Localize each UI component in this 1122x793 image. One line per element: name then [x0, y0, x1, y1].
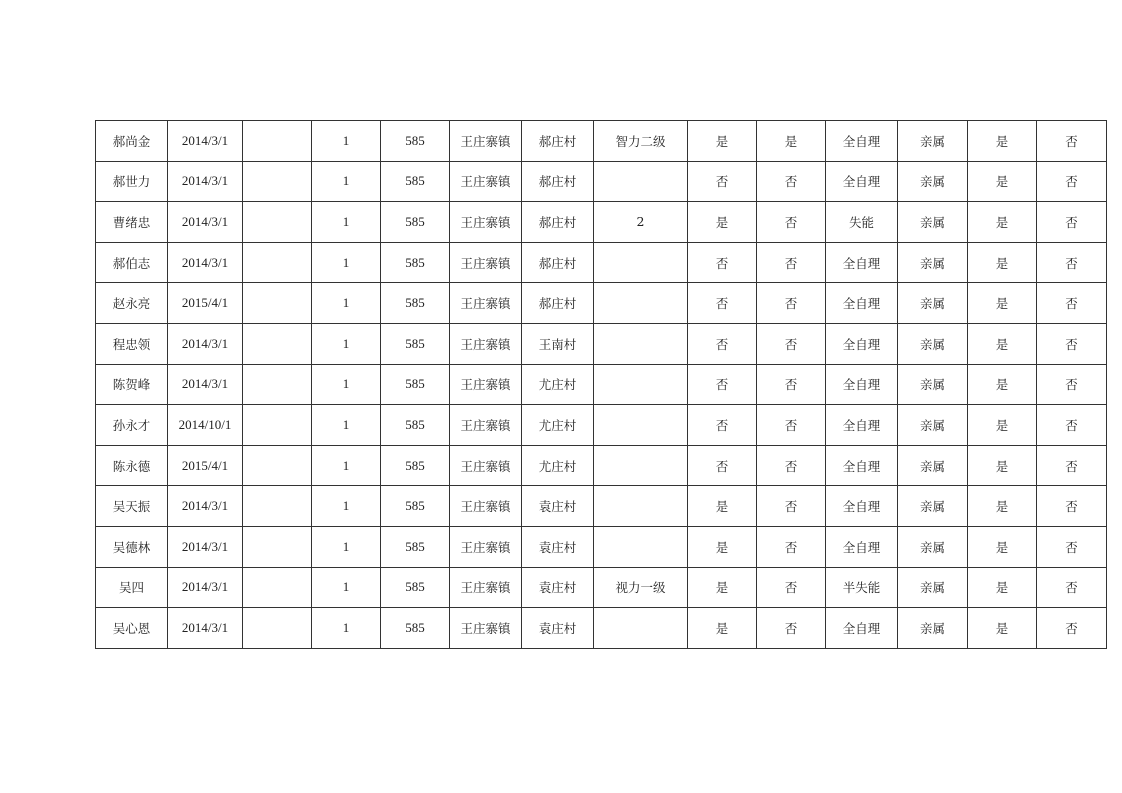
town-cell: 王庄寨镇 — [450, 121, 522, 162]
blank-cell — [243, 364, 312, 405]
flag-d-cell: 否 — [1037, 445, 1107, 486]
village-cell: 王南村 — [522, 323, 594, 364]
flag-a-cell: 否 — [688, 405, 757, 446]
count-cell: 1 — [312, 567, 381, 608]
date-cell: 2015/4/1 — [168, 445, 243, 486]
village-cell: 郝庄村 — [522, 283, 594, 324]
flag-d-cell: 否 — [1037, 242, 1107, 283]
flag-a-cell: 是 — [688, 202, 757, 243]
town-cell: 王庄寨镇 — [450, 283, 522, 324]
table-row — [96, 486, 1107, 527]
flag-d-cell: 否 — [1037, 364, 1107, 405]
table-row — [96, 445, 1107, 486]
guardian-cell: 亲属 — [898, 567, 968, 608]
flag-a-cell: 是 — [688, 526, 757, 567]
flag-d-cell: 否 — [1037, 323, 1107, 364]
amount-cell: 585 — [381, 161, 450, 202]
care-level-cell: 全自理 — [826, 486, 898, 527]
flag-d-cell: 否 — [1037, 486, 1107, 527]
document-sheet — [95, 120, 1107, 649]
guardian-cell: 亲属 — [898, 608, 968, 649]
name-cell: 陈永德 — [96, 445, 168, 486]
flag-c-cell: 是 — [968, 161, 1037, 202]
table-row — [96, 283, 1107, 324]
count-cell: 1 — [312, 323, 381, 364]
village-cell: 尤庄村 — [522, 445, 594, 486]
flag-d-cell: 否 — [1037, 202, 1107, 243]
guardian-cell: 亲属 — [898, 486, 968, 527]
flag-c-cell: 是 — [968, 526, 1037, 567]
count-cell: 1 — [312, 486, 381, 527]
flag-b-cell: 否 — [757, 405, 826, 446]
amount-cell: 585 — [381, 486, 450, 527]
flag-d-cell: 否 — [1037, 526, 1107, 567]
village-cell: 袁庄村 — [522, 608, 594, 649]
care-level-cell: 全自理 — [826, 405, 898, 446]
flag-c-cell: 是 — [968, 242, 1037, 283]
flag-b-cell: 否 — [757, 242, 826, 283]
guardian-cell: 亲属 — [898, 405, 968, 446]
count-cell: 1 — [312, 242, 381, 283]
name-cell: 陈贺峰 — [96, 364, 168, 405]
flag-d-cell: 否 — [1037, 567, 1107, 608]
care-level-cell: 全自理 — [826, 364, 898, 405]
village-cell: 袁庄村 — [522, 486, 594, 527]
table-body — [96, 121, 1107, 649]
date-cell: 2014/3/1 — [168, 486, 243, 527]
blank-cell — [243, 445, 312, 486]
flag-b-cell: 否 — [757, 445, 826, 486]
count-cell: 1 — [312, 445, 381, 486]
table-row — [96, 161, 1107, 202]
amount-cell: 585 — [381, 202, 450, 243]
guardian-cell: 亲属 — [898, 364, 968, 405]
flag-a-cell: 是 — [688, 567, 757, 608]
guardian-cell: 亲属 — [898, 283, 968, 324]
disability-cell — [594, 526, 688, 567]
care-level-cell: 全自理 — [826, 283, 898, 324]
date-cell: 2014/3/1 — [168, 567, 243, 608]
records-table — [95, 120, 1107, 649]
name-cell: 赵永亮 — [96, 283, 168, 324]
flag-d-cell: 否 — [1037, 121, 1107, 162]
flag-b-cell: 否 — [757, 567, 826, 608]
disability-cell — [594, 283, 688, 324]
date-cell: 2014/3/1 — [168, 323, 243, 364]
amount-cell: 585 — [381, 364, 450, 405]
amount-cell: 585 — [381, 608, 450, 649]
town-cell: 王庄寨镇 — [450, 242, 522, 283]
amount-cell: 585 — [381, 526, 450, 567]
disability-cell — [594, 364, 688, 405]
town-cell: 王庄寨镇 — [450, 323, 522, 364]
flag-b-cell: 是 — [757, 121, 826, 162]
town-cell: 王庄寨镇 — [450, 364, 522, 405]
town-cell: 王庄寨镇 — [450, 405, 522, 446]
disability-cell — [594, 486, 688, 527]
table-row — [96, 121, 1107, 162]
blank-cell — [243, 323, 312, 364]
blank-cell — [243, 405, 312, 446]
town-cell: 王庄寨镇 — [450, 608, 522, 649]
flag-d-cell: 否 — [1037, 608, 1107, 649]
flag-a-cell: 否 — [688, 445, 757, 486]
care-level-cell: 全自理 — [826, 323, 898, 364]
date-cell: 2014/3/1 — [168, 242, 243, 283]
guardian-cell: 亲属 — [898, 526, 968, 567]
village-cell: 尤庄村 — [522, 405, 594, 446]
flag-d-cell: 否 — [1037, 405, 1107, 446]
amount-cell: 585 — [381, 323, 450, 364]
blank-cell — [243, 242, 312, 283]
care-level-cell: 全自理 — [826, 161, 898, 202]
name-cell: 吴心恩 — [96, 608, 168, 649]
blank-cell — [243, 202, 312, 243]
village-cell: 郝庄村 — [522, 161, 594, 202]
disability-cell — [594, 608, 688, 649]
guardian-cell: 亲属 — [898, 242, 968, 283]
care-level-cell: 全自理 — [826, 526, 898, 567]
flag-a-cell: 是 — [688, 608, 757, 649]
count-cell: 1 — [312, 283, 381, 324]
guardian-cell: 亲属 — [898, 121, 968, 162]
table-row — [96, 405, 1107, 446]
flag-c-cell: 是 — [968, 323, 1037, 364]
flag-b-cell: 否 — [757, 161, 826, 202]
table-row — [96, 608, 1107, 649]
flag-a-cell: 是 — [688, 486, 757, 527]
flag-d-cell: 否 — [1037, 161, 1107, 202]
flag-a-cell: 是 — [688, 121, 757, 162]
amount-cell: 585 — [381, 445, 450, 486]
name-cell: 吴德林 — [96, 526, 168, 567]
blank-cell — [243, 608, 312, 649]
date-cell: 2014/3/1 — [168, 161, 243, 202]
name-cell: 程忠领 — [96, 323, 168, 364]
flag-c-cell: 是 — [968, 121, 1037, 162]
table-row — [96, 526, 1107, 567]
flag-b-cell: 否 — [757, 283, 826, 324]
disability-cell — [594, 242, 688, 283]
blank-cell — [243, 526, 312, 567]
name-cell: 郝尚金 — [96, 121, 168, 162]
town-cell: 王庄寨镇 — [450, 526, 522, 567]
village-cell: 郝庄村 — [522, 202, 594, 243]
table-row — [96, 567, 1107, 608]
table-row — [96, 202, 1107, 243]
count-cell: 1 — [312, 405, 381, 446]
amount-cell: 585 — [381, 121, 450, 162]
flag-d-cell: 否 — [1037, 283, 1107, 324]
flag-a-cell: 否 — [688, 323, 757, 364]
disability-cell: 2 — [594, 202, 688, 243]
town-cell: 王庄寨镇 — [450, 161, 522, 202]
date-cell: 2014/3/1 — [168, 121, 243, 162]
town-cell: 王庄寨镇 — [450, 567, 522, 608]
flag-c-cell: 是 — [968, 283, 1037, 324]
flag-b-cell: 否 — [757, 364, 826, 405]
town-cell: 王庄寨镇 — [450, 202, 522, 243]
care-level-cell: 全自理 — [826, 242, 898, 283]
amount-cell: 585 — [381, 242, 450, 283]
guardian-cell: 亲属 — [898, 445, 968, 486]
date-cell: 2014/3/1 — [168, 526, 243, 567]
date-cell: 2014/3/1 — [168, 608, 243, 649]
name-cell: 吴四 — [96, 567, 168, 608]
village-cell: 尤庄村 — [522, 364, 594, 405]
care-level-cell: 全自理 — [826, 121, 898, 162]
disability-cell — [594, 323, 688, 364]
flag-c-cell: 是 — [968, 364, 1037, 405]
guardian-cell: 亲属 — [898, 202, 968, 243]
flag-c-cell: 是 — [968, 486, 1037, 527]
date-cell: 2014/3/1 — [168, 364, 243, 405]
name-cell: 郝世力 — [96, 161, 168, 202]
guardian-cell: 亲属 — [898, 161, 968, 202]
blank-cell — [243, 567, 312, 608]
name-cell: 郝伯志 — [96, 242, 168, 283]
care-level-cell: 半失能 — [826, 567, 898, 608]
village-cell: 郝庄村 — [522, 242, 594, 283]
care-level-cell: 全自理 — [826, 608, 898, 649]
blank-cell — [243, 121, 312, 162]
flag-a-cell: 否 — [688, 364, 757, 405]
flag-c-cell: 是 — [968, 567, 1037, 608]
disability-cell: 视力一级 — [594, 567, 688, 608]
count-cell: 1 — [312, 161, 381, 202]
town-cell: 王庄寨镇 — [450, 486, 522, 527]
blank-cell — [243, 283, 312, 324]
date-cell: 2014/3/1 — [168, 202, 243, 243]
date-cell: 2015/4/1 — [168, 283, 243, 324]
blank-cell — [243, 161, 312, 202]
village-cell: 袁庄村 — [522, 567, 594, 608]
village-cell: 袁庄村 — [522, 526, 594, 567]
guardian-cell: 亲属 — [898, 323, 968, 364]
name-cell: 曹绪忠 — [96, 202, 168, 243]
amount-cell: 585 — [381, 567, 450, 608]
count-cell: 1 — [312, 364, 381, 405]
table-row — [96, 364, 1107, 405]
name-cell: 吴天振 — [96, 486, 168, 527]
flag-c-cell: 是 — [968, 405, 1037, 446]
flag-a-cell: 否 — [688, 242, 757, 283]
flag-c-cell: 是 — [968, 202, 1037, 243]
flag-b-cell: 否 — [757, 608, 826, 649]
count-cell: 1 — [312, 121, 381, 162]
flag-b-cell: 否 — [757, 323, 826, 364]
flag-a-cell: 否 — [688, 161, 757, 202]
table-row — [96, 242, 1107, 283]
count-cell: 1 — [312, 526, 381, 567]
amount-cell: 585 — [381, 405, 450, 446]
count-cell: 1 — [312, 608, 381, 649]
blank-cell — [243, 486, 312, 527]
flag-b-cell: 否 — [757, 526, 826, 567]
flag-b-cell: 否 — [757, 486, 826, 527]
disability-cell: 智力二级 — [594, 121, 688, 162]
disability-cell — [594, 445, 688, 486]
date-cell: 2014/10/1 — [168, 405, 243, 446]
care-level-cell: 全自理 — [826, 445, 898, 486]
count-cell: 1 — [312, 202, 381, 243]
disability-cell — [594, 161, 688, 202]
village-cell: 郝庄村 — [522, 121, 594, 162]
disability-cell — [594, 405, 688, 446]
flag-b-cell: 否 — [757, 202, 826, 243]
name-cell: 孙永才 — [96, 405, 168, 446]
table-row — [96, 323, 1107, 364]
care-level-cell: 失能 — [826, 202, 898, 243]
town-cell: 王庄寨镇 — [450, 445, 522, 486]
flag-c-cell: 是 — [968, 445, 1037, 486]
flag-a-cell: 否 — [688, 283, 757, 324]
amount-cell: 585 — [381, 283, 450, 324]
flag-c-cell: 是 — [968, 608, 1037, 649]
